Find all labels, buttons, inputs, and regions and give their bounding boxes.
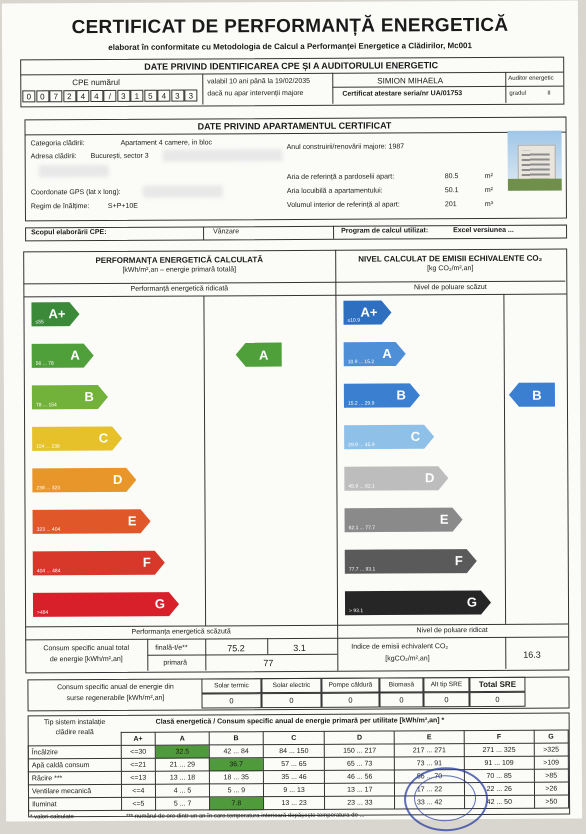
energy-bar-letter: G (155, 596, 165, 611)
footnote-1: * valori calculate (30, 814, 74, 820)
table-cell: 42 ... 50 (464, 795, 534, 808)
table-cell: 21 ... 29 (156, 758, 210, 771)
sre-header: Solar termic (201, 678, 261, 693)
table-cell: 35 ... 46 (263, 770, 325, 783)
table-cell: 56 ... 70 (395, 770, 465, 783)
page-title: CERTIFICAT DE PERFORMANȚĂ ENERGETICĂ (2, 14, 578, 39)
volume-label: Volumul interior de referință al apart: (287, 201, 400, 209)
rating-bars-svg (2, 0, 581, 643)
area-ref-unit: m² (485, 173, 493, 180)
table-cell: >26 (534, 782, 568, 795)
attestation-number: Certificat atestare seria/nr UA/01753 (342, 90, 462, 98)
co2-bar-range: 45.9 ... 62.1 (348, 484, 375, 490)
program-label: Program de calcul utilizat: (341, 227, 428, 234)
grade-header: F (464, 730, 534, 743)
table-cell: >50 (534, 795, 568, 808)
table-cell: >109 (534, 756, 568, 769)
co2-header: NIVEL CALCULAT DE EMISII ECHIVALENTE CO₂ (335, 254, 565, 264)
table-cell: 65 ... 73 (325, 757, 395, 770)
energy-bar-letter: F (143, 555, 151, 570)
co2-bar-letter: C (411, 429, 421, 444)
table-cell: 33 ... 42 (395, 796, 465, 809)
sre-value: 0 (261, 693, 321, 708)
row-label: Apă caldă consum (28, 758, 121, 771)
co2-bar-range: 77.7 ... 93.1 (349, 567, 376, 573)
auditor-name: SIMION MIHAELA (377, 76, 443, 85)
cpe-digit: 7 (49, 90, 62, 102)
cpe-digit: 4 (76, 90, 89, 102)
cpe-digit: 2 (63, 90, 76, 102)
co2-low-label: Nivel de poluare scăzut (335, 284, 565, 292)
table-cell: 42 ... 84 (209, 745, 263, 758)
grade-label: gradul (509, 91, 526, 97)
cpe-number-label: CPE numărul (72, 78, 120, 87)
grade-header: E (394, 731, 464, 744)
sre-value: 0 (379, 692, 423, 707)
certificate-page (2, 0, 582, 821)
cpe-digit: 4 (90, 90, 103, 102)
sre-header: Biomasă (379, 677, 423, 692)
energy-unit: [kWh/m²,an – energie primară totală] (23, 266, 335, 275)
co2-bar-range: 62.1 ... 77.7 (349, 525, 376, 531)
address-label: Adresa clădirii: (31, 153, 77, 160)
sre-value: 0 (321, 693, 379, 708)
table-cell: 23 ... 33 (325, 796, 395, 809)
co2-bar-letter: F (455, 553, 463, 568)
energy-bar-range: 238 ... 323 (36, 485, 60, 491)
table-cell: >325 (534, 743, 568, 756)
table-cell: <=4 (121, 784, 156, 797)
grade-header: C (263, 731, 325, 744)
gps-label: Coordonate GPS (lat x long): (31, 189, 121, 196)
energy-bar-range: 323 ... 404 (37, 527, 61, 533)
cpe-digit: 0 (36, 90, 49, 102)
co2-unit: [kg CO₂/m²,an] (335, 265, 565, 273)
sre-header: Total SRE (469, 677, 525, 692)
area-ref-label: Aria de referință a pardoselii apart: (287, 173, 394, 181)
area-hab-value: 50.1 (445, 187, 459, 194)
cpe-digit: 3 (171, 90, 184, 102)
co2-bar-range: 29.9 ... 45.9 (348, 442, 375, 448)
construction-year: Anul construirii/renovării majore: 1987 (287, 143, 405, 151)
co2-bar-letter: B (396, 387, 405, 402)
sre-header: Alt tip SRE (423, 677, 469, 692)
table-cell: <=5 (121, 797, 156, 810)
co2-bar-letter: A+ (360, 305, 377, 320)
table-cell: <=21 (121, 758, 156, 771)
address-value: București, sector 3 (91, 153, 149, 160)
category-label: Categoria clădirii: (31, 140, 85, 147)
final-energy-label: finală-t/e** (155, 645, 187, 652)
energy-low-label: Performanța energetică scăzută (25, 628, 337, 637)
cpe-digit: 0 (22, 90, 35, 102)
energy-bar-letter: D (113, 472, 122, 487)
renewables-label-1: Consum specific anual de energie din (31, 683, 199, 691)
table-cell: 217 ... 271 (394, 744, 464, 757)
table-cell: 13 ... 18 (156, 771, 210, 784)
volume-value: 201 (445, 201, 457, 208)
footnote-2: *** numărul de ore dintr-un an în care temperatura interioară depășește temperatura de ... (126, 813, 364, 820)
table-cell: 7.8 (209, 797, 263, 810)
energy-bar-range: 154 ... 238 (36, 444, 60, 450)
energy-bar-range: >484 (37, 610, 49, 616)
cpe-digit: 1 (130, 90, 143, 102)
final-energy-value-1: 75.2 (227, 643, 245, 653)
energy-bar-range: 404 ... 484 (37, 568, 61, 574)
table-cell: 150 ... 217 (325, 744, 395, 757)
table-cell: 73 ... 91 (395, 757, 465, 770)
sre-header: Pompe căldură (321, 678, 379, 693)
renewables-label-2: surse regenerabile [kWh/m²,an] (31, 694, 199, 702)
grade-header: D (325, 731, 395, 744)
regime-value: S+P+10E (108, 203, 138, 210)
energy-bar-letter: A (70, 348, 80, 363)
primary-energy-value: 77 (263, 658, 273, 668)
energy-bar-letter: E (128, 513, 137, 528)
table-cell: 32.5 (155, 745, 209, 758)
co2-index-label-1: Indice de emisii echivalent CO₂ (351, 643, 448, 651)
energy-result-marker-letter: A (259, 348, 269, 363)
class-table-col1-2: clădire reală (30, 729, 120, 736)
sre-value: 0 (201, 693, 261, 708)
grade-value: II (547, 91, 550, 97)
table-cell: 18 ... 35 (209, 771, 263, 784)
table-cell: 13 ... 23 (263, 796, 325, 809)
table-cell: 17 ... 22 (395, 783, 465, 796)
area-ref-value: 80.5 (445, 173, 459, 180)
scope-value: Vânzare (213, 228, 239, 235)
program-value: Excel versiunea ... (453, 227, 514, 234)
table-cell: <=30 (121, 745, 156, 758)
co2-bar-letter: E (440, 512, 449, 527)
table-cell: 91 ... 109 (464, 756, 534, 769)
sre-value: 0 (423, 692, 469, 707)
table-cell: >85 (534, 769, 568, 782)
cpe-digit: 3 (117, 90, 130, 102)
energy-bar-range: 78 ... 154 (36, 402, 57, 408)
energy-header: PERFORMANȚA ENERGETICĂ CALCULATĂ (23, 255, 335, 266)
page-subtitle: elaborat în conformitate cu Metodologia de Calcul a Performanței Energetice a Clădirilor, Mc001 (2, 40, 578, 52)
co2-high-label: Nivel de poluare ridicat (337, 627, 567, 635)
energy-high-label: Performanță energetică ridicată (23, 285, 335, 294)
identification-header: DATE PRIVIND IDENTIFICAREA CPE ȘI A AUDITORULUI ENERGETIC (20, 60, 562, 73)
row-label: Ventilare mecanică (28, 784, 121, 797)
table-cell: 84 ... 150 (263, 744, 325, 757)
table-cell: 9 ... 13 (263, 783, 325, 796)
final-energy-value-2: 3.1 (293, 643, 306, 653)
apartment-header: DATE PRIVIND APARTAMENTUL CERTIFICAT (24, 120, 564, 133)
class-table-col1-1: Tip sistem instalație (30, 719, 120, 726)
table-cell: <=13 (121, 771, 156, 784)
energy-bar-range: 56 ... 78 (36, 361, 54, 367)
auditor-stamp (404, 767, 488, 831)
grade-header: A+ (121, 732, 156, 745)
area-hab-unit: m² (485, 187, 493, 194)
cpe-digit: 4 (157, 90, 170, 102)
row-label: Încălzire (28, 745, 121, 758)
cpe-digit: / (103, 90, 116, 102)
energy-bar-letter: C (99, 430, 109, 445)
table-cell: 5 ... 7 (156, 797, 210, 810)
table-cell: 13 ... 17 (325, 783, 395, 796)
auditor-label: Auditor energetic (508, 76, 553, 82)
sre-header: Solar electric (261, 678, 321, 693)
scope-label: Scopul elaborării CPE: (31, 229, 107, 236)
table-cell: 271 ... 325 (464, 743, 534, 756)
table-cell: 22 ... 26 (464, 782, 534, 795)
co2-bar-letter: D (425, 470, 434, 485)
grade-header: A (155, 732, 209, 745)
volume-unit: m³ (485, 201, 493, 208)
co2-index-value: 16.3 (523, 650, 541, 660)
co2-bar-range: 10.9 ... 15.2 (348, 359, 375, 365)
consumption-label-2: de energie [kWh/m²,an] (31, 656, 141, 664)
area-hab-label: Aria locuibilă a apartamentului: (287, 188, 383, 196)
row-label: Răcire *** (28, 771, 121, 784)
table-cell: 46 ... 56 (325, 770, 395, 783)
cpe-digit: 5 (144, 90, 157, 102)
table-cell: 36.7 (209, 758, 263, 771)
energy-bar-letter: A+ (48, 306, 65, 321)
row-label: Iluminat (29, 797, 122, 810)
table-cell: 57 ... 65 (263, 757, 325, 770)
co2-bar-range: > 93.1 (349, 608, 363, 614)
renewables-grid (201, 677, 567, 709)
cpe-digit: 3 (184, 89, 197, 101)
grade-header: B (209, 732, 263, 745)
co2-result-marker-letter: B (532, 388, 541, 403)
co2-bar-letter: A (382, 346, 392, 361)
co2-bar-range: 15.2 ... 29.9 (348, 401, 375, 407)
co2-bar-range: ≤10.9 (348, 318, 361, 324)
sre-value: 0 (469, 692, 525, 707)
regime-label: Regim de înălțime: (31, 203, 89, 210)
valid-condition: dacă nu apar intervenții majore (207, 90, 303, 98)
energy-bar-letter: B (84, 389, 93, 404)
grade-header: G (534, 730, 568, 743)
class-table-header: Clasă energetică / Consum specific anual de energie primară per utilitate [kWh/m²,an] * (156, 717, 445, 726)
energy-bar-range: ≤55 (36, 319, 45, 325)
primary-energy-label: primară (163, 660, 187, 667)
consumption-label-1: Consum specific anual total (31, 645, 141, 653)
table-cell: 5 ... 9 (209, 784, 263, 797)
co2-index-label-2: [kgCO₂/m²,an] (385, 655, 429, 662)
category-value: Apartament 4 camere, in bloc (121, 139, 212, 146)
valid-until: valabil 10 ani până la 19/02/2035 (207, 78, 310, 86)
co2-bar-letter: G (467, 595, 477, 610)
table-cell: 70 ... 85 (464, 769, 534, 782)
table-cell: 4 ... 5 (156, 784, 210, 797)
